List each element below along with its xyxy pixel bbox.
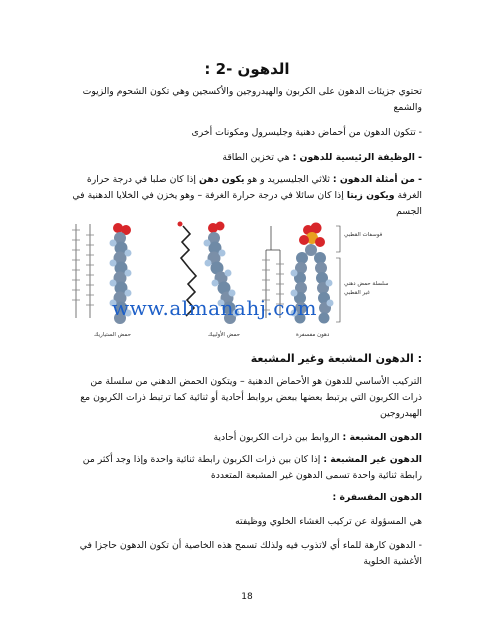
label-phospholipid: دهون مفسفرة	[296, 332, 330, 338]
label-stearic: حمض الستياريك	[94, 332, 131, 338]
label-chain: سلسلة حمض دهني	[344, 281, 389, 287]
function-text: هي تخزين الطاقة	[222, 152, 290, 163]
label-oleic: حمض الأولييك	[208, 332, 241, 338]
examples-text-1: ثلاثي الجليسيريد و هو	[247, 174, 330, 185]
phospholipid-text: هي المسؤولة عن تركيب الغشاء الخلوي ووظيفته	[235, 516, 422, 527]
section-title: : الدهون المشبعة وغير المشبعة	[250, 352, 422, 365]
label-phosphate: فوسفات القطبي	[344, 232, 383, 238]
saturated-intro: التركيب الأساسي للدهون هو الأحماض الدهنية – ويتكون الحمض الدهني من سلسلة من ذرات الكربون التي يرتبط بعضها ببعض بروابط أحادية أو ثنائية كما ترتبط ذرات الكربون مع الهيدروجين	[80, 376, 422, 419]
page-title: : الدهون -2	[204, 60, 290, 78]
label-nonpolar: غير القطبي	[344, 290, 371, 296]
lipid-molecules-figure	[68, 218, 398, 342]
examples-text-3: إذا كان سائلا في درجة حرارة الغرفة – وهو يخزن في الخلايا الدهنية في الجسم	[72, 190, 422, 217]
components-bullet: - تتكون الدهون من أحماض دهنية وجليسرول ومكونات أخرى	[191, 127, 422, 138]
function-label: - الوظيفة الرئيسية للدهون :	[292, 152, 422, 163]
examples-label: - من أمثلة الدهون :	[332, 174, 422, 185]
watermark: www.almanahj.com	[112, 296, 318, 320]
examples-text-2: إذا كان صلبا في درجة حرارة الغرفة	[86, 174, 422, 201]
unsaturated-label: الدهون غير المشبعة :	[323, 454, 422, 465]
unsaturated-text: إذا كان بين ذرات الكربون رابطة ثنائية واحدة وإذا وجد أكثر من رابطة ثنائية واحدة تسمى الدهون غير المشبعة المتعددة	[82, 454, 422, 481]
examples-paragraph	[72, 172, 422, 220]
phospholipid-note: - الدهون كارهة للماء أي لاتذوب فيه ولذلك تسمح هذه الخاصية أن تكون الدهون حاجزا في الأغشية الخلوية	[79, 540, 422, 567]
examples-oil: ويكون زيتا	[346, 190, 395, 201]
examples-solid: يكون دهن	[198, 174, 245, 185]
saturated-paragraph	[72, 430, 422, 446]
intro-paragraph: تحتوي جزيئات الدهون على الكربون والهيدروجين والأكسجين وهي تكون الشحوم والزيوت والشمع	[82, 86, 422, 113]
page-number: 18	[241, 592, 253, 602]
saturated-text: الروابط بين ذرات الكربون أحادية	[213, 432, 340, 443]
saturated-label: الدهون المشبعة :	[342, 432, 422, 443]
function-paragraph	[72, 150, 422, 166]
unsaturated-paragraph	[72, 452, 422, 484]
stearic-acid-skeletal	[72, 224, 94, 318]
phospholipid-title: الدهون المفسفرة :	[332, 492, 422, 503]
